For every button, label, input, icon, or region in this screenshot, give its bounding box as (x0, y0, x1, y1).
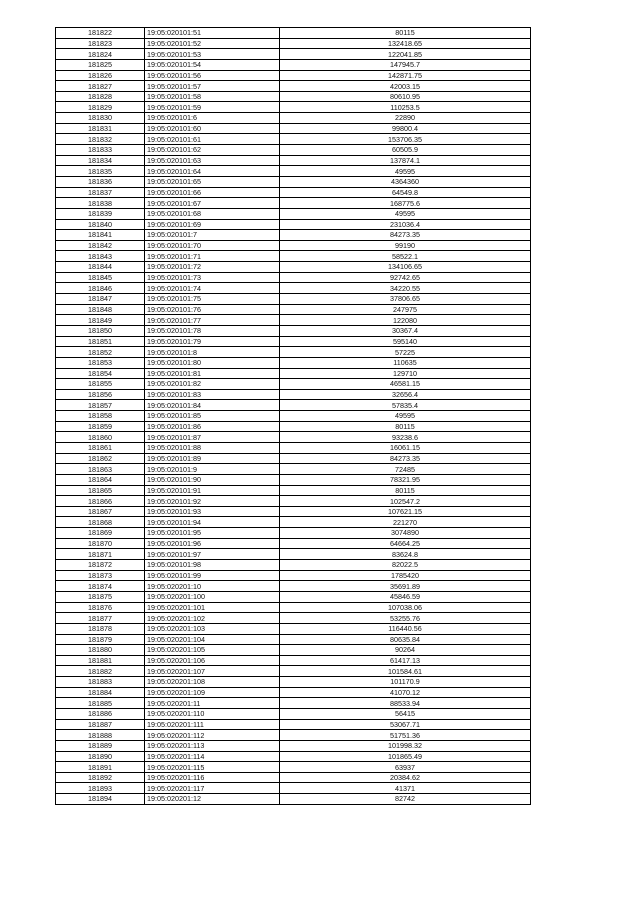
amount-cell: 247975 (280, 304, 531, 315)
cadastral-number-cell: 19:05:020201:106 (145, 655, 280, 666)
row-id-cell: 181877 (56, 613, 145, 624)
table-row (56, 421, 531, 432)
table-row (56, 294, 531, 305)
amount-cell: 41371 (280, 783, 531, 794)
row-id-cell: 181886 (56, 709, 145, 720)
table-row (56, 230, 531, 241)
row-id-cell: 181874 (56, 581, 145, 592)
table-row (56, 538, 531, 549)
table-row (56, 442, 531, 453)
cadastral-number-cell: 19:05:020101:61 (145, 134, 280, 145)
table-row (56, 709, 531, 720)
amount-cell: 32656.4 (280, 389, 531, 400)
table-row (56, 240, 531, 251)
amount-cell: 20384.62 (280, 772, 531, 783)
table-row (56, 655, 531, 666)
row-id-cell: 181857 (56, 400, 145, 411)
amount-cell: 42003.15 (280, 81, 531, 92)
row-id-cell: 181864 (56, 474, 145, 485)
amount-cell: 1785420 (280, 570, 531, 581)
cadastral-number-cell: 19:05:020101:82 (145, 379, 280, 390)
table-row (56, 379, 531, 390)
amount-cell: 93238.6 (280, 432, 531, 443)
amount-cell: 101865.49 (280, 751, 531, 762)
amount-cell: 168775.6 (280, 198, 531, 209)
cadastral-number-cell: 19:05:020201:111 (145, 719, 280, 730)
amount-cell: 116440.56 (280, 623, 531, 634)
cadastral-number-cell: 19:05:020201:115 (145, 762, 280, 773)
table-row (56, 602, 531, 613)
table-row (56, 411, 531, 422)
table-row (56, 187, 531, 198)
amount-cell: 46581.15 (280, 379, 531, 390)
cadastral-number-cell: 19:05:020101:63 (145, 155, 280, 166)
table-row (56, 336, 531, 347)
cadastral-number-cell: 19:05:020201:112 (145, 730, 280, 741)
row-id-cell: 181854 (56, 368, 145, 379)
row-id-cell: 181846 (56, 283, 145, 294)
cadastral-number-cell: 19:05:020201:109 (145, 687, 280, 698)
cadastral-number-cell: 19:05:020101:94 (145, 517, 280, 528)
amount-cell: 142871.75 (280, 70, 531, 81)
table-row (56, 560, 531, 571)
row-id-cell: 181835 (56, 166, 145, 177)
cadastral-number-cell: 19:05:020101:53 (145, 49, 280, 60)
row-id-cell: 181856 (56, 389, 145, 400)
cadastral-number-cell: 19:05:020101:78 (145, 325, 280, 336)
table-row (56, 102, 531, 113)
table-row (56, 528, 531, 539)
table-row (56, 315, 531, 326)
row-id-cell: 181883 (56, 677, 145, 688)
cadastral-number-cell: 19:05:020101:99 (145, 570, 280, 581)
amount-cell: 51751.36 (280, 730, 531, 741)
cadastral-number-cell: 19:05:020101:85 (145, 411, 280, 422)
amount-cell: 122080 (280, 315, 531, 326)
amount-cell: 78321.95 (280, 474, 531, 485)
cadastral-number-cell: 19:05:020101:52 (145, 38, 280, 49)
amount-cell: 64664.25 (280, 538, 531, 549)
cadastral-number-cell: 19:05:020101:62 (145, 145, 280, 156)
amount-cell: 88533.94 (280, 698, 531, 709)
table-row (56, 357, 531, 368)
row-id-cell: 181871 (56, 549, 145, 560)
cadastral-number-cell: 19:05:020101:7 (145, 230, 280, 241)
cadastral-number-cell: 19:05:020201:104 (145, 634, 280, 645)
cadastral-number-cell: 19:05:020201:105 (145, 645, 280, 656)
table-row (56, 698, 531, 709)
amount-cell: 99190 (280, 240, 531, 251)
row-id-cell: 181862 (56, 453, 145, 464)
table-row (56, 591, 531, 602)
amount-cell: 35691.89 (280, 581, 531, 592)
row-id-cell: 181848 (56, 304, 145, 315)
amount-cell: 82742 (280, 794, 531, 805)
table-row (56, 283, 531, 294)
row-id-cell: 181824 (56, 49, 145, 60)
amount-cell: 57835.4 (280, 400, 531, 411)
table-row (56, 325, 531, 336)
amount-cell: 92742.65 (280, 272, 531, 283)
row-id-cell: 181885 (56, 698, 145, 709)
row-id-cell: 181870 (56, 538, 145, 549)
table-row (56, 198, 531, 209)
amount-cell: 57225 (280, 347, 531, 358)
cadastral-number-cell: 19:05:020201:12 (145, 794, 280, 805)
row-id-cell: 181845 (56, 272, 145, 283)
row-id-cell: 181850 (56, 325, 145, 336)
table-row (56, 783, 531, 794)
table-row (56, 613, 531, 624)
table-row (56, 464, 531, 475)
row-id-cell: 181858 (56, 411, 145, 422)
row-id-cell: 181847 (56, 294, 145, 305)
cadastral-number-cell: 19:05:020101:57 (145, 81, 280, 92)
table-row (56, 453, 531, 464)
amount-cell: 84273.35 (280, 230, 531, 241)
row-id-cell: 181838 (56, 198, 145, 209)
row-id-cell: 181827 (56, 81, 145, 92)
amount-cell: 63937 (280, 762, 531, 773)
row-id-cell: 181859 (56, 421, 145, 432)
cadastral-number-cell: 19:05:020101:54 (145, 59, 280, 70)
amount-cell: 99800.4 (280, 123, 531, 134)
table-row (56, 368, 531, 379)
amount-cell: 132418.65 (280, 38, 531, 49)
table-row (56, 506, 531, 517)
amount-cell: 101998.32 (280, 740, 531, 751)
amount-cell: 61417.13 (280, 655, 531, 666)
cadastral-number-cell: 19:05:020101:73 (145, 272, 280, 283)
row-id-cell: 181844 (56, 262, 145, 273)
row-id-cell: 181881 (56, 655, 145, 666)
cadastral-number-cell: 19:05:020101:59 (145, 102, 280, 113)
row-id-cell: 181893 (56, 783, 145, 794)
row-id-cell: 181866 (56, 496, 145, 507)
table-row (56, 155, 531, 166)
row-id-cell: 181873 (56, 570, 145, 581)
row-id-cell: 181865 (56, 485, 145, 496)
cadastral-number-cell: 19:05:020101:98 (145, 560, 280, 571)
amount-cell: 83624.8 (280, 549, 531, 560)
cadastral-number-cell: 19:05:020101:96 (145, 538, 280, 549)
cadastral-number-cell: 19:05:020101:69 (145, 219, 280, 230)
row-id-cell: 181843 (56, 251, 145, 262)
amount-cell: 49595 (280, 166, 531, 177)
row-id-cell: 181852 (56, 347, 145, 358)
cadastral-number-cell: 19:05:020201:108 (145, 677, 280, 688)
table-row (56, 123, 531, 134)
row-id-cell: 181889 (56, 740, 145, 751)
amount-cell: 221270 (280, 517, 531, 528)
cadastral-number-cell: 19:05:020201:114 (145, 751, 280, 762)
row-id-cell: 181882 (56, 666, 145, 677)
table-body (56, 28, 531, 805)
amount-cell: 41070.12 (280, 687, 531, 698)
table-row (56, 687, 531, 698)
amount-cell: 110635 (280, 357, 531, 368)
row-id-cell: 181828 (56, 91, 145, 102)
row-id-cell: 181861 (56, 442, 145, 453)
row-id-cell: 181834 (56, 155, 145, 166)
amount-cell: 30367.4 (280, 325, 531, 336)
cadastral-number-cell: 19:05:020201:100 (145, 591, 280, 602)
row-id-cell: 181892 (56, 772, 145, 783)
cadastral-number-cell: 19:05:020101:75 (145, 294, 280, 305)
data-table (55, 27, 531, 805)
table-row (56, 70, 531, 81)
cadastral-number-cell: 19:05:020101:79 (145, 336, 280, 347)
amount-cell: 53067.71 (280, 719, 531, 730)
amount-cell: 231036.4 (280, 219, 531, 230)
amount-cell: 137874.1 (280, 155, 531, 166)
amount-cell: 80115 (280, 421, 531, 432)
cadastral-number-cell: 19:05:020101:88 (145, 442, 280, 453)
row-id-cell: 181879 (56, 634, 145, 645)
row-id-cell: 181822 (56, 28, 145, 39)
cadastral-number-cell: 19:05:020101:89 (145, 453, 280, 464)
row-id-cell: 181860 (56, 432, 145, 443)
cadastral-number-cell: 19:05:020201:103 (145, 623, 280, 634)
cadastral-number-cell: 19:05:020201:11 (145, 698, 280, 709)
row-id-cell: 181833 (56, 145, 145, 156)
table-row (56, 719, 531, 730)
table-row (56, 677, 531, 688)
table-row (56, 517, 531, 528)
table-row (56, 730, 531, 741)
table-row (56, 645, 531, 656)
amount-cell: 80635.84 (280, 634, 531, 645)
table-row (56, 134, 531, 145)
row-id-cell: 181826 (56, 70, 145, 81)
table-row (56, 219, 531, 230)
table-row (56, 208, 531, 219)
amount-cell: 80115 (280, 28, 531, 39)
table-row (56, 176, 531, 187)
table-row (56, 59, 531, 70)
row-id-cell: 181831 (56, 123, 145, 134)
amount-cell: 84273.35 (280, 453, 531, 464)
cadastral-number-cell: 19:05:020101:80 (145, 357, 280, 368)
cadastral-number-cell: 19:05:020101:66 (145, 187, 280, 198)
amount-cell: 56415 (280, 709, 531, 720)
table-row (56, 581, 531, 592)
cadastral-number-cell: 19:05:020201:102 (145, 613, 280, 624)
cadastral-number-cell: 19:05:020101:83 (145, 389, 280, 400)
cadastral-number-cell: 19:05:020201:117 (145, 783, 280, 794)
row-id-cell: 181830 (56, 113, 145, 124)
cadastral-number-cell: 19:05:020101:87 (145, 432, 280, 443)
cadastral-number-cell: 19:05:020101:70 (145, 240, 280, 251)
row-id-cell: 181840 (56, 219, 145, 230)
cadastral-number-cell: 19:05:020201:110 (145, 709, 280, 720)
cadastral-number-cell: 19:05:020101:68 (145, 208, 280, 219)
amount-cell: 102547.2 (280, 496, 531, 507)
amount-cell: 110253.5 (280, 102, 531, 113)
table-row (56, 166, 531, 177)
cadastral-number-cell: 19:05:020201:113 (145, 740, 280, 751)
amount-cell: 147945.7 (280, 59, 531, 70)
cadastral-number-cell: 19:05:020101:93 (145, 506, 280, 517)
table-row (56, 794, 531, 805)
table-row (56, 400, 531, 411)
row-id-cell: 181825 (56, 59, 145, 70)
table-row (56, 496, 531, 507)
table-row (56, 570, 531, 581)
cadastral-number-cell: 19:05:020101:95 (145, 528, 280, 539)
cadastral-number-cell: 19:05:020201:116 (145, 772, 280, 783)
table-row (56, 81, 531, 92)
amount-cell: 34220.55 (280, 283, 531, 294)
row-id-cell: 181875 (56, 591, 145, 602)
cadastral-number-cell: 19:05:020201:101 (145, 602, 280, 613)
table-row (56, 113, 531, 124)
cadastral-number-cell: 19:05:020101:8 (145, 347, 280, 358)
table-row (56, 485, 531, 496)
row-id-cell: 181868 (56, 517, 145, 528)
row-id-cell: 181878 (56, 623, 145, 634)
cadastral-number-cell: 19:05:020101:9 (145, 464, 280, 475)
cadastral-number-cell: 19:05:020101:64 (145, 166, 280, 177)
row-id-cell: 181869 (56, 528, 145, 539)
cadastral-number-cell: 19:05:020101:51 (145, 28, 280, 39)
cadastral-number-cell: 19:05:020101:92 (145, 496, 280, 507)
row-id-cell: 181842 (56, 240, 145, 251)
row-id-cell: 181836 (56, 176, 145, 187)
row-id-cell: 181853 (56, 357, 145, 368)
cadastral-number-cell: 19:05:020101:67 (145, 198, 280, 209)
amount-cell: 134106.65 (280, 262, 531, 273)
cadastral-number-cell: 19:05:020101:91 (145, 485, 280, 496)
row-id-cell: 181839 (56, 208, 145, 219)
cadastral-number-cell: 19:05:020101:56 (145, 70, 280, 81)
amount-cell: 107621.15 (280, 506, 531, 517)
cadastral-number-cell: 19:05:020201:10 (145, 581, 280, 592)
cadastral-number-cell: 19:05:020101:84 (145, 400, 280, 411)
cadastral-number-cell: 19:05:020101:74 (145, 283, 280, 294)
table-row (56, 38, 531, 49)
row-id-cell: 181890 (56, 751, 145, 762)
table-row (56, 91, 531, 102)
table-row (56, 634, 531, 645)
cadastral-number-cell: 19:05:020101:58 (145, 91, 280, 102)
row-id-cell: 181851 (56, 336, 145, 347)
amount-cell: 45846.59 (280, 591, 531, 602)
cadastral-number-cell: 19:05:020101:90 (145, 474, 280, 485)
table-row (56, 432, 531, 443)
cadastral-number-cell: 19:05:020201:107 (145, 666, 280, 677)
amount-cell: 122041.85 (280, 49, 531, 60)
amount-cell: 49595 (280, 411, 531, 422)
amount-cell: 153706.35 (280, 134, 531, 145)
row-id-cell: 181837 (56, 187, 145, 198)
cadastral-number-cell: 19:05:020101:76 (145, 304, 280, 315)
row-id-cell: 181887 (56, 719, 145, 730)
amount-cell: 60505.9 (280, 145, 531, 156)
cadastral-number-cell: 19:05:020101:77 (145, 315, 280, 326)
row-id-cell: 181849 (56, 315, 145, 326)
row-id-cell: 181872 (56, 560, 145, 571)
amount-cell: 82022.5 (280, 560, 531, 571)
amount-cell: 58522.1 (280, 251, 531, 262)
cadastral-number-cell: 19:05:020101:6 (145, 113, 280, 124)
table-row (56, 49, 531, 60)
amount-cell: 80610.95 (280, 91, 531, 102)
amount-cell: 53255.76 (280, 613, 531, 624)
table-row (56, 145, 531, 156)
row-id-cell: 181884 (56, 687, 145, 698)
cadastral-number-cell: 19:05:020101:81 (145, 368, 280, 379)
row-id-cell: 181841 (56, 230, 145, 241)
cadastral-number-cell: 19:05:020101:86 (145, 421, 280, 432)
table-row (56, 740, 531, 751)
amount-cell: 49595 (280, 208, 531, 219)
amount-cell: 3074890 (280, 528, 531, 539)
cadastral-number-cell: 19:05:020101:65 (145, 176, 280, 187)
amount-cell: 101584.61 (280, 666, 531, 677)
amount-cell: 37806.65 (280, 294, 531, 305)
row-id-cell: 181894 (56, 794, 145, 805)
amount-cell: 4364360 (280, 176, 531, 187)
row-id-cell: 181855 (56, 379, 145, 390)
amount-cell: 107038.06 (280, 602, 531, 613)
table-row (56, 251, 531, 262)
amount-cell: 72485 (280, 464, 531, 475)
table-row (56, 772, 531, 783)
amount-cell: 80115 (280, 485, 531, 496)
table-row (56, 666, 531, 677)
row-id-cell: 181863 (56, 464, 145, 475)
table-row (56, 304, 531, 315)
table-row (56, 623, 531, 634)
table-row (56, 272, 531, 283)
row-id-cell: 181829 (56, 102, 145, 113)
amount-cell: 129710 (280, 368, 531, 379)
table-row (56, 389, 531, 400)
table-row (56, 474, 531, 485)
table-row (56, 262, 531, 273)
amount-cell: 16061.15 (280, 442, 531, 453)
cadastral-number-cell: 19:05:020101:97 (145, 549, 280, 560)
amount-cell: 22890 (280, 113, 531, 124)
table-row (56, 762, 531, 773)
amount-cell: 64549.8 (280, 187, 531, 198)
table-row (56, 28, 531, 39)
row-id-cell: 181880 (56, 645, 145, 656)
row-id-cell: 181888 (56, 730, 145, 741)
cadastral-number-cell: 19:05:020101:71 (145, 251, 280, 262)
amount-cell: 90264 (280, 645, 531, 656)
cadastral-number-cell: 19:05:020101:72 (145, 262, 280, 273)
table-row (56, 549, 531, 560)
row-id-cell: 181823 (56, 38, 145, 49)
row-id-cell: 181832 (56, 134, 145, 145)
table-row (56, 751, 531, 762)
cadastral-number-cell: 19:05:020101:60 (145, 123, 280, 134)
amount-cell: 101170.9 (280, 677, 531, 688)
row-id-cell: 181891 (56, 762, 145, 773)
row-id-cell: 181867 (56, 506, 145, 517)
amount-cell: 595140 (280, 336, 531, 347)
table-row (56, 347, 531, 358)
row-id-cell: 181876 (56, 602, 145, 613)
